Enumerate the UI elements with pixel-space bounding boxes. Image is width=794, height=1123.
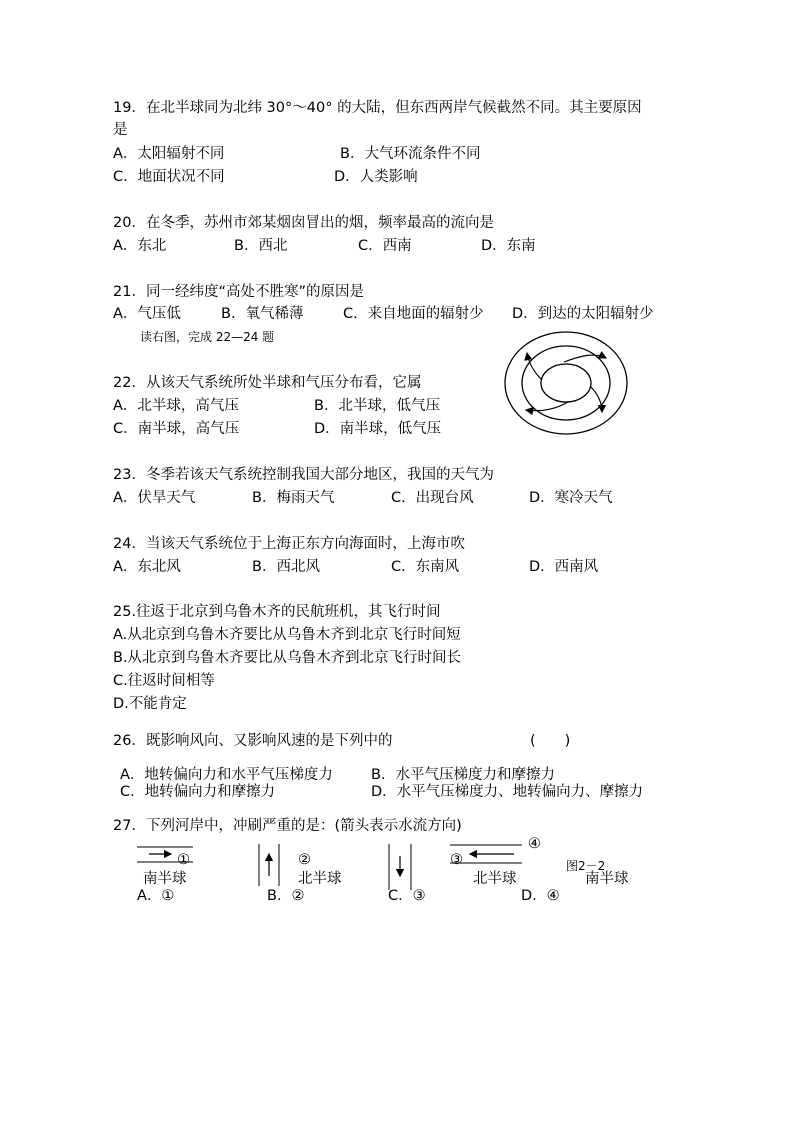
q27-marker-3: ③ (450, 852, 463, 868)
q20-option-a: A．东北 (113, 238, 167, 254)
q27-hemisphere-3: 北半球 (473, 871, 517, 887)
q24-option-b: B．西北风 (252, 559, 320, 575)
q27-hemisphere-2: 北半球 (298, 871, 342, 887)
q24-option-d: D．西南风 (529, 559, 599, 575)
q19-option-b: B．大气环流条件不同 (340, 146, 481, 162)
q20-option-b: B．西北 (234, 238, 288, 254)
q27-option-a: A．① (137, 888, 175, 904)
q27-hemisphere-4: 南半球 (585, 871, 629, 887)
wind-arrow-right (590, 386, 602, 412)
q26-option-a: A．地转偏向力和水平气压梯度力 (120, 767, 333, 783)
q22-option-c: C．南半球，高气压 (113, 421, 240, 437)
q19-option-a: A．太阳辐射不同 (113, 146, 225, 162)
q26-option-b: B．水平气压梯度力和摩擦力 (371, 767, 555, 783)
q20-stem: 20．在冬季，苏州市郊某烟囱冒出的烟，频率最高的流向是 (113, 215, 494, 231)
q20-option-c: C．西南 (358, 238, 412, 254)
q27-option-c: C．③ (388, 888, 426, 904)
isobar-outer (505, 332, 627, 434)
q25-option-c: C.往返时间相等 (113, 673, 215, 689)
q23-option-d: D．寒冷天气 (529, 490, 613, 506)
q27-option-d: D．④ (521, 888, 560, 904)
q27-marker-1: ① (177, 852, 190, 868)
q26-option-d: D．水平气压梯度力、地转偏向力、摩擦力 (371, 784, 644, 800)
q22-option-d: D．南半球，低气压 (314, 421, 442, 437)
q27-stem: 27．下列河岸中，冲刷严重的是：(箭头表示水流方向) (113, 818, 462, 834)
q25-option-d: D.不能肯定 (113, 696, 187, 712)
q27-option-b: B．② (267, 888, 305, 904)
q20-option-d: D．东南 (481, 238, 536, 254)
q24-option-a: A．东北风 (113, 559, 181, 575)
q27-figure-label: 图2－2 (566, 859, 606, 873)
isobar-middle (522, 346, 610, 420)
q25-option-b: B.从北京到乌鲁木齐要比从乌鲁木齐到北京飞行时间长 (113, 650, 462, 666)
q24-stem: 24．当该天气系统位于上海正东方向海面时，上海市吹 (113, 536, 465, 552)
river-bank-diagram-2 (255, 840, 285, 888)
q27-hemisphere-1: 南半球 (143, 871, 187, 887)
q21-option-b: B．氧气稀薄 (221, 306, 304, 322)
q19-stem-line2: 是 (113, 122, 128, 138)
q23-option-a: A．伏旱天气 (113, 490, 196, 506)
q25-option-a: A.从北京到乌鲁木齐要比从乌鲁木齐到北京飞行时间短 (113, 627, 461, 643)
q23-option-c: C．出现台风 (391, 490, 474, 506)
q26-option-c: C．地转偏向力和摩擦力 (120, 784, 276, 800)
q27-marker-4: ④ (528, 836, 541, 852)
q19-option-d: D．人类影响 (334, 169, 418, 185)
q22-stem: 22．从该天气系统所处半球和气压分布看，它属 (113, 375, 422, 391)
q24-option-c: C．东南风 (391, 559, 460, 575)
q22-option-b: B．北半球，低气压 (314, 398, 440, 414)
q23-stem: 23．冬季若该天气系统控制我国大部分地区，我国的天气为 (113, 467, 494, 483)
q27-marker-2: ② (298, 852, 311, 868)
q21-option-a: A．气压低 (113, 306, 181, 322)
q22-option-a: A．北半球，高气压 (113, 398, 239, 414)
isobar-inner (541, 364, 591, 402)
q25-stem: 25.往返于北京到乌鲁木齐的民航班机，其飞行时间 (113, 604, 441, 620)
q21-option-c: C．来自地面的辐射少 (343, 306, 484, 322)
q23-option-b: B．梅雨天气 (252, 490, 335, 506)
river-bank-diagram-3 (385, 842, 417, 892)
figure-note: 读右图，完成 22—24 题 (140, 330, 275, 344)
q21-option-d: D．到达的太阳辐射少 (512, 306, 654, 322)
q26-stem: 26．既影响风向、又影响风速的是下列中的 (113, 733, 393, 749)
q19-stem-line1: 19．在北半球同为北纬 30°～40° 的大陆，但东西两岸气候截然不同。其主要原因 (113, 100, 642, 116)
weather-system-diagram (502, 328, 630, 438)
q19-option-c: C．地面状况不同 (113, 169, 225, 185)
q21-stem: 21．同一经纬度“高处不胜寒”的原因是 (113, 284, 364, 300)
q26-answer-paren: ( ) (530, 733, 571, 749)
